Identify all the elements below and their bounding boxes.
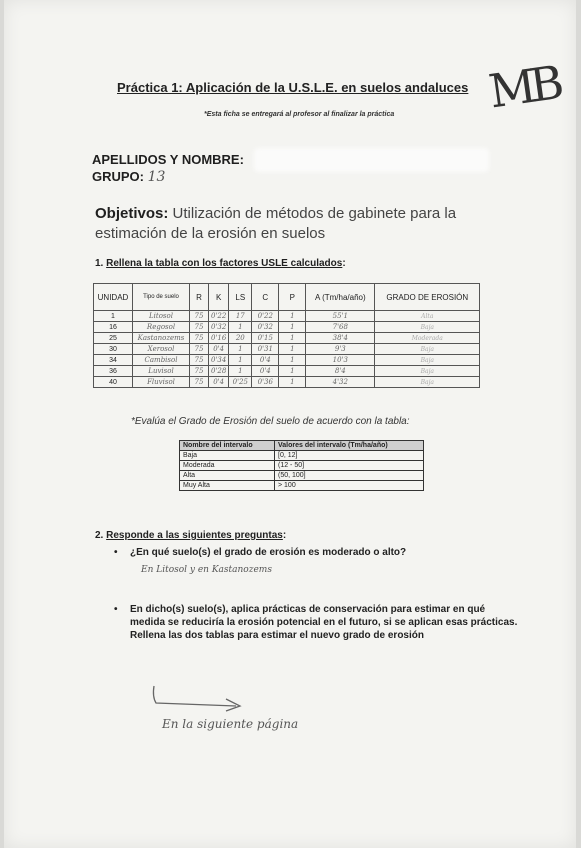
usle-cell: 4'32 [306, 377, 375, 388]
usle-cell: 75 [190, 366, 209, 377]
ranges-row [180, 461, 424, 471]
usle-cell: 75 [190, 377, 209, 388]
usle-cell: 75 [190, 355, 209, 366]
usle-table [93, 283, 480, 388]
usle-cell: 75 [190, 344, 209, 355]
evaluate-instruction: *Evalúa el Grado de Erosión del suelo de acuerdo con la tabla: [131, 416, 410, 427]
usle-cell: Regosol [133, 322, 190, 333]
usle-cell: 1 [279, 355, 306, 366]
col-header: GRADO DE EROSIÓN [375, 284, 480, 311]
usle-cell: 1 [229, 322, 252, 333]
objectives-text: Utilización de métodos de gabinete para la estimación de la erosión en suelos [95, 205, 457, 242]
usle-cell: 75 [190, 333, 209, 344]
usle-cell: 0'25 [229, 377, 252, 388]
usle-cell: 36 [94, 366, 133, 377]
usle-cell: Luvisol [133, 366, 190, 377]
ranges-cell: [0, 12] [275, 451, 424, 461]
group-value: 13 [147, 169, 166, 185]
usle-cell: 0'22 [209, 311, 229, 322]
answer-2: En la siguiente página [162, 717, 299, 731]
col-header: P [279, 284, 306, 311]
usle-cell: Baja [375, 366, 480, 377]
usle-cell: 1 [94, 311, 133, 322]
usle-cell: 30 [94, 344, 133, 355]
ranges-cell: (50, 100] [275, 471, 424, 481]
answer-1: En Litosol y en Kastanozems [141, 565, 272, 575]
usle-cell: 0'4 [252, 366, 279, 377]
usle-cell: 0'31 [252, 344, 279, 355]
usle-cell: 20 [229, 333, 252, 344]
usle-row [94, 311, 480, 322]
redacted-name [254, 148, 489, 172]
usle-row [94, 377, 480, 388]
usle-cell: 1 [279, 333, 306, 344]
section-1-title: Rellena la tabla con los factores USLE calculados [106, 258, 343, 269]
usle-cell: 1 [279, 377, 306, 388]
usle-cell: 0'36 [252, 377, 279, 388]
section-2-colon: : [282, 530, 287, 541]
col-header: Tipo de suelo [133, 284, 190, 311]
usle-cell: 1 [229, 366, 252, 377]
ranges-cell: (12 - 50] [275, 461, 424, 471]
usle-cell: 0'32 [209, 322, 229, 333]
usle-cell: Fluvisol [133, 377, 190, 388]
ranges-header-row [180, 441, 424, 451]
usle-cell: Baja [375, 355, 480, 366]
usle-cell: 0'28 [209, 366, 229, 377]
usle-cell: 17 [229, 311, 252, 322]
objectives-label: Objetivos: [95, 205, 169, 222]
ranges-row [180, 451, 424, 461]
handwritten-arrow-icon [150, 684, 246, 714]
usle-cell: 55'1 [306, 311, 375, 322]
col-header: Valores del intervalo (Tm/ha/año) [275, 441, 424, 451]
ranges-row [180, 481, 424, 491]
usle-cell: Moderada [375, 333, 480, 344]
usle-cell: 0'4 [209, 377, 229, 388]
usle-row [94, 366, 480, 377]
erosion-ranges-table [179, 440, 424, 491]
names-label: APELLIDOS Y NOMBRE: [92, 152, 244, 167]
usle-cell: 1 [279, 366, 306, 377]
usle-cell: 75 [190, 311, 209, 322]
usle-cell: 1 [279, 311, 306, 322]
col-header: A (Tm/ha/año) [306, 284, 375, 311]
usle-cell: 34 [94, 355, 133, 366]
usle-cell: 0'16 [209, 333, 229, 344]
usle-row [94, 333, 480, 344]
col-header: R [190, 284, 209, 311]
usle-cell: Litosol [133, 311, 190, 322]
usle-cell: Baja [375, 377, 480, 388]
usle-cell: Alta [375, 311, 480, 322]
question-1: • ¿En qué suelo(s) el grado de erosión es moderado o alto? [130, 546, 490, 559]
usle-cell: 1 [229, 355, 252, 366]
objectives [95, 204, 495, 244]
worksheet-page [4, 0, 576, 848]
usle-cell: 0'15 [252, 333, 279, 344]
usle-row [94, 355, 480, 366]
group-label: GRUPO: [92, 169, 144, 184]
usle-cell: 0'4 [209, 344, 229, 355]
usle-cell: 8'4 [306, 366, 375, 377]
usle-cell: Baja [375, 344, 480, 355]
usle-cell: Xerosol [133, 344, 190, 355]
usle-cell: Kastanozems [133, 333, 190, 344]
question-2: • En dicho(s) suelo(s), aplica prácticas de conservación para estimar en qué medida se reduciría la erosión potencial en el futuro, si se aplican esas prácticas. Rellena las dos tablas para estimar el nuevo grado de erosión [130, 603, 520, 642]
col-header: Nombre del intervalo [180, 441, 275, 451]
section-2-number: 2. [95, 530, 104, 541]
usle-cell: 16 [94, 322, 133, 333]
usle-cell: 40 [94, 377, 133, 388]
usle-cell: 1 [279, 344, 306, 355]
section-2-title: Responde a las siguientes preguntas [106, 530, 283, 541]
ranges-cell: Alta [180, 471, 275, 481]
usle-row [94, 344, 480, 355]
document-title: Práctica 1: Aplicación de la U.S.L.E. en suelos andaluces [117, 80, 469, 95]
ranges-cell: Baja [180, 451, 275, 461]
usle-cell: 9'3 [306, 344, 375, 355]
ranges-cell: Moderada [180, 461, 275, 471]
usle-cell: 0'22 [252, 311, 279, 322]
usle-cell: 75 [190, 322, 209, 333]
usle-header-row [94, 284, 480, 311]
group-row [92, 169, 165, 185]
usle-cell: 25 [94, 333, 133, 344]
usle-cell: Baja [375, 322, 480, 333]
ranges-row [180, 471, 424, 481]
usle-cell: 7'68 [306, 322, 375, 333]
section-1-heading [95, 258, 346, 269]
ranges-cell: Muy Alta [180, 481, 275, 491]
usle-cell: 0'34 [209, 355, 229, 366]
usle-cell: 0'4 [252, 355, 279, 366]
section-1-colon: : [342, 258, 346, 269]
usle-cell: Cambisol [133, 355, 190, 366]
usle-cell: 38'4 [306, 333, 375, 344]
handwritten-initials: MB [485, 55, 562, 119]
section-1-number: 1. [95, 258, 104, 269]
usle-cell: 1 [229, 344, 252, 355]
col-header: K [209, 284, 229, 311]
col-header: UNIDAD [94, 284, 133, 311]
col-header: C [252, 284, 279, 311]
ranges-cell: > 100 [275, 481, 424, 491]
usle-cell: 1 [279, 322, 306, 333]
submission-note: *Esta ficha se entregará al profesor al finalizar la práctica [204, 111, 395, 118]
usle-cell: 0'32 [252, 322, 279, 333]
section-2-heading [95, 530, 286, 541]
usle-row [94, 322, 480, 333]
usle-cell: 10'3 [306, 355, 375, 366]
col-header: LS [229, 284, 252, 311]
